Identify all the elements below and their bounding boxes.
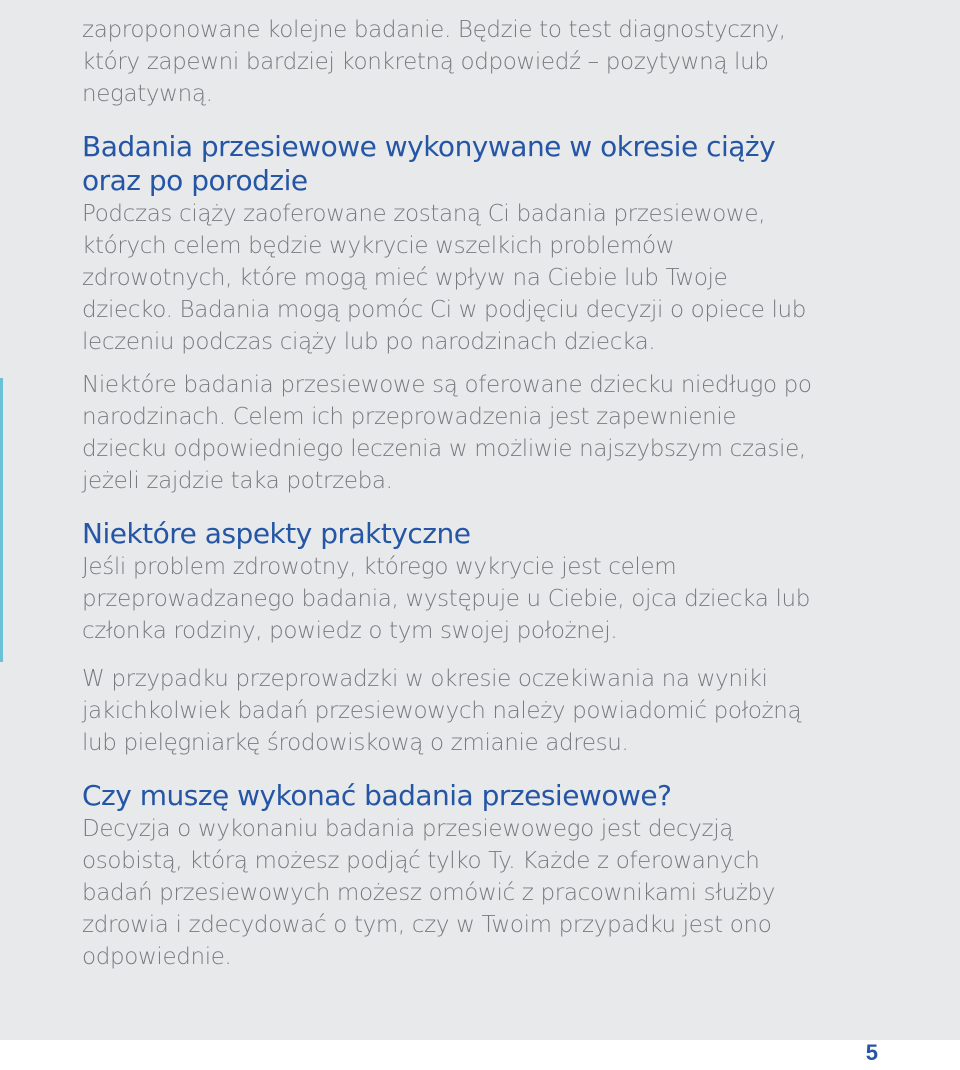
paragraph-decision: Decyzja o wykonaniu badania przesiewowego jest decyzją osobistą, którą możesz podjąć tylko Ty. Każde z oferowanych badań przesiewowych możesz omówić z pracownikami służby zdrowia i zdecydować o tym, czy w Twoim przypadku jest ono odpowiednie. xyxy=(82,816,775,970)
section-heading-practical: Niektóre aspekty praktyczne xyxy=(82,517,471,550)
page-footer xyxy=(0,1040,960,1070)
paragraph-practical-moving: W przypadku przeprowadzki w okresie oczekiwania na wyniki jakichkolwiek badań przesiewowych należy powiadomić położną lub pielęgniarkę środowiskową o zmianie adresu. xyxy=(82,666,802,756)
continuation-paragraph: zaproponowane kolejne badanie. Będzie to test diagnostyczny, który zapewni bardziej konkretną odpowiedź – pozytywną lub negatywną. xyxy=(82,17,786,107)
section-heading-screening: Badania przesiewowe wykonywane w okresie ciąży oraz po porodzie xyxy=(82,130,776,197)
page-content xyxy=(82,14,822,973)
section-heading-must-i: Czy muszę wykonać badania przesiewowe? xyxy=(82,779,672,812)
page-number: 5 xyxy=(865,1040,878,1065)
paragraph-screening-newborn: Niektóre badania przesiewowe są oferowane dziecku niedługo po narodzinach. Celem ich przeprowadzenia jest zapewnienie dziecku odpowiedniego leczenia w możliwie najszybszym czasie, jeżeli zajdzie taka potrzeba. xyxy=(82,372,812,494)
paragraph-practical-family: Jeśli problem zdrowotny, którego wykrycie jest celem przeprowadzanego badania, występuje u Ciebie, ojca dziecka lub członka rodziny, powiedz o tym swojej położnej. xyxy=(82,554,810,644)
paragraph-screening-pregnancy: Podczas ciąży zaoferowane zostaną Ci badania przesiewowe, których celem będzie wykrycie wszelkich problemów zdrowotnych, które mogą mieć wpływ na Ciebie lub Twoje dziecko. Badania mogą pomóc Ci w podjęciu decyzji o opiece lub leczeniu podczas ciąży lub po narodzinach dziecka. xyxy=(82,201,807,355)
accent-edge-line xyxy=(0,378,3,662)
